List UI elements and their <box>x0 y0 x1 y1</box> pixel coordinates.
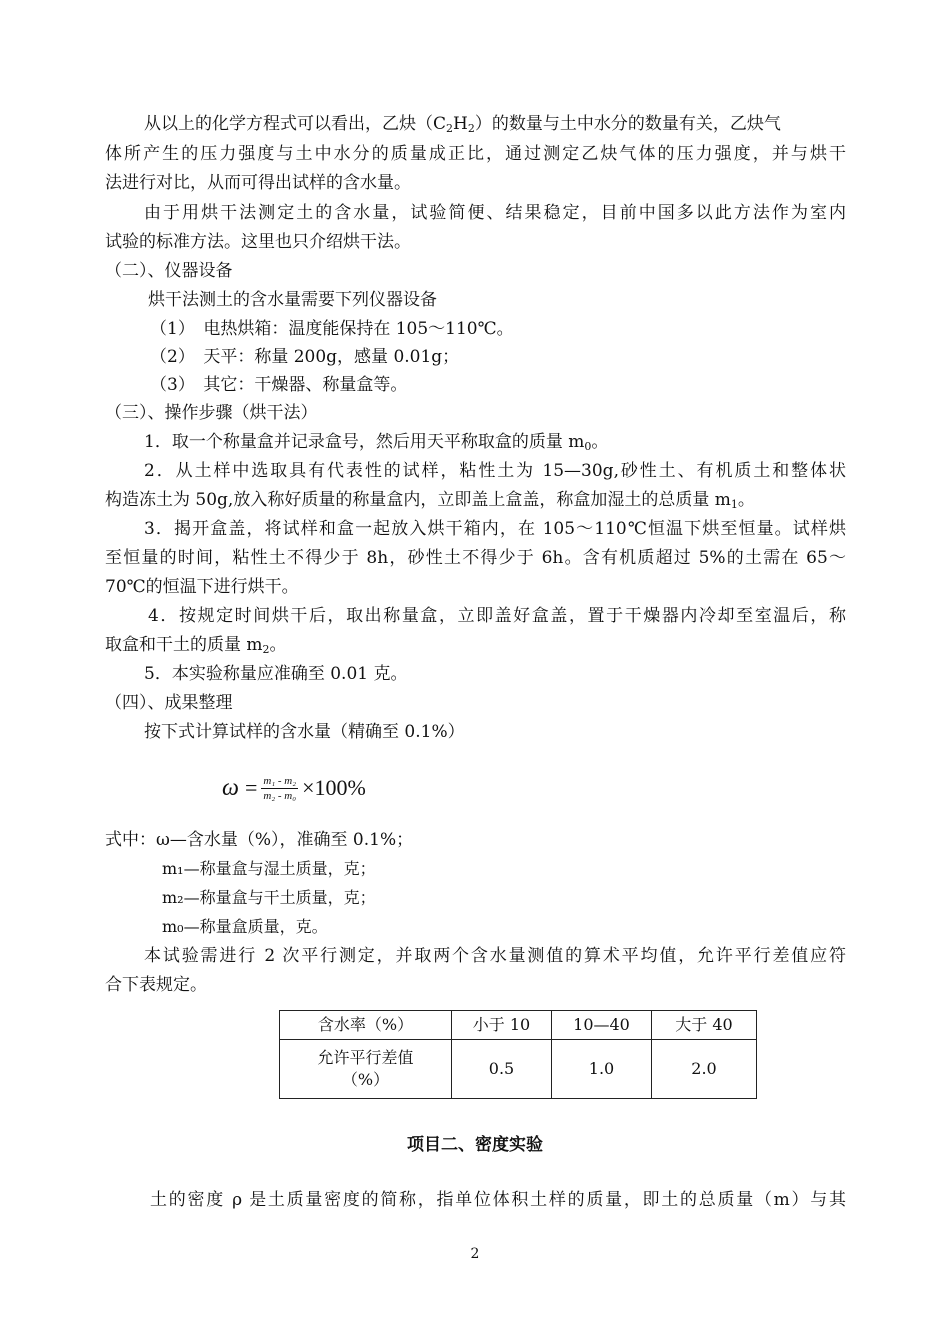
section-title: （三）、操作步骤（烘干法） <box>105 403 318 423</box>
text-run: 从以上的化学方程式可以看出，乙炔（C <box>144 114 447 134</box>
step-line: 2．从土样中选取具有代表性的试样，粘性土为 15—30g,砂性土、有机质土和整体状 <box>144 461 846 481</box>
table-cell-line: （%） <box>341 1070 390 1089</box>
paragraph-line: 土的密度 ρ 是土质量密度的简称，指单位体积土样的质量，即土的总质量（m）与其 <box>150 1190 846 1210</box>
text-run: 。 <box>591 432 609 452</box>
tolerance-table <box>279 1010 757 1099</box>
section-title: （二）、仪器设备 <box>105 261 233 281</box>
table-row <box>280 1011 757 1040</box>
page-number: 2 <box>470 1246 480 1262</box>
paragraph-line: 按下式计算试样的含水量（精确至 0.1%） <box>144 722 465 742</box>
paragraph-line <box>0 113 950 135</box>
table-row <box>280 1040 757 1099</box>
formula-legend: m₂—称量盒与干土质量，克； <box>162 888 376 907</box>
table-cell <box>280 1040 452 1099</box>
subscript: 0 <box>584 440 592 453</box>
text-run: H <box>453 114 468 134</box>
table-header-cell: 10—40 <box>552 1011 652 1040</box>
table-cell: 0.5 <box>452 1040 552 1099</box>
list-item: （3） 其它：干燥器、称量盒等。 <box>150 375 408 395</box>
text-run: 构造冻土为 50g,放入称好质量的称量盒内，立即盖上盒盖，称盒加湿土的总质量 m <box>105 490 731 510</box>
text-run: 取盒和干土的质量 m <box>105 635 263 655</box>
paragraph-line: 体所产生的压力强度与土中水分的质量成正比，通过测定乙炔气体的压力强度，并与烘干 <box>105 144 846 164</box>
section-heading: 项目二、密度实验 <box>407 1135 543 1155</box>
formula-legend: m₀—称量盒质量，克。 <box>162 917 328 936</box>
list-item: （1） 电热烘箱：温度能保持在 105～110℃。 <box>150 319 514 339</box>
paragraph-line: 合下表规定。 <box>105 975 207 995</box>
paragraph-line: 试验的标准方法。这里也只介绍烘干法。 <box>105 232 411 252</box>
formula-numerator: m₁ - m₂ <box>263 774 297 787</box>
text-run: 。 <box>269 635 287 655</box>
table-header-cell: 大于 40 <box>652 1011 757 1040</box>
table-cell: 1.0 <box>552 1040 652 1099</box>
step-line: 4．按规定时间烘干后，取出称量盒，立即盖好盒盖，置于干燥器内冷却至室温后，称 <box>148 606 846 626</box>
table-cell: 2.0 <box>652 1040 757 1099</box>
step-line: 5．本实验称量应准确至 0.01 克。 <box>144 664 408 684</box>
water-content-formula <box>222 764 366 812</box>
formula-percent: 100% <box>314 775 366 800</box>
paragraph-line: 法进行对比，从而可得出试样的含水量。 <box>105 173 411 193</box>
list-item: （2） 天平：称量 200g，感量 0.01g； <box>150 347 460 367</box>
table-cell-line: 允许平行差值 <box>317 1048 414 1067</box>
subscript: 2 <box>262 643 270 656</box>
formula-equals: = <box>244 775 258 800</box>
subscript: 1 <box>730 498 738 511</box>
formula-denominator: m₂ - m₀ <box>263 789 297 802</box>
paragraph-line: 烘干法测土的含水量需要下列仪器设备 <box>148 290 437 310</box>
table-header-cell: 小于 10 <box>452 1011 552 1040</box>
text-run: 。 <box>737 490 755 510</box>
step-line: 70℃的恒温下进行烘干。 <box>105 577 299 597</box>
step-line <box>105 634 950 656</box>
formula-times: × <box>302 775 315 800</box>
table-header-cell: 含水率（%） <box>280 1011 452 1040</box>
step-line: 3．揭开盒盖，将试样和盒一起放入烘干箱内，在 105～110℃恒温下烘至恒量。试样烘 <box>144 519 846 539</box>
step-line <box>105 489 950 511</box>
text-run: ）的数量与土中水分的数量有关，乙炔气 <box>474 114 781 134</box>
formula-legend: 式中：ω—含水量（%），准确至 0.1%； <box>105 830 414 850</box>
subscript: 2 <box>467 122 475 135</box>
formula-symbol: ω <box>222 774 239 801</box>
formula-fraction <box>261 775 298 802</box>
paragraph-line: 由于用烘干法测定土的含水量，试验简便、结果稳定，目前中国多以此方法作为室内 <box>144 203 846 223</box>
paragraph-line: 本试验需进行 2 次平行测定，并取两个含水量测值的算术平均值，允许平行差值应符 <box>144 946 846 966</box>
subscript: 2 <box>446 122 454 135</box>
formula-legend: m₁—称量盒与湿土质量，克； <box>162 859 376 878</box>
section-title: （四）、成果整理 <box>105 693 233 713</box>
step-line <box>144 431 950 453</box>
text-run: 1．取一个称量盒并记录盒号，然后用天平称取盒的质量 m <box>144 432 585 452</box>
step-line: 至恒量的时间，粘性土不得少于 8h，砂性土不得少于 6h。含有机质超过 5%的土需在 65～ <box>105 548 846 568</box>
